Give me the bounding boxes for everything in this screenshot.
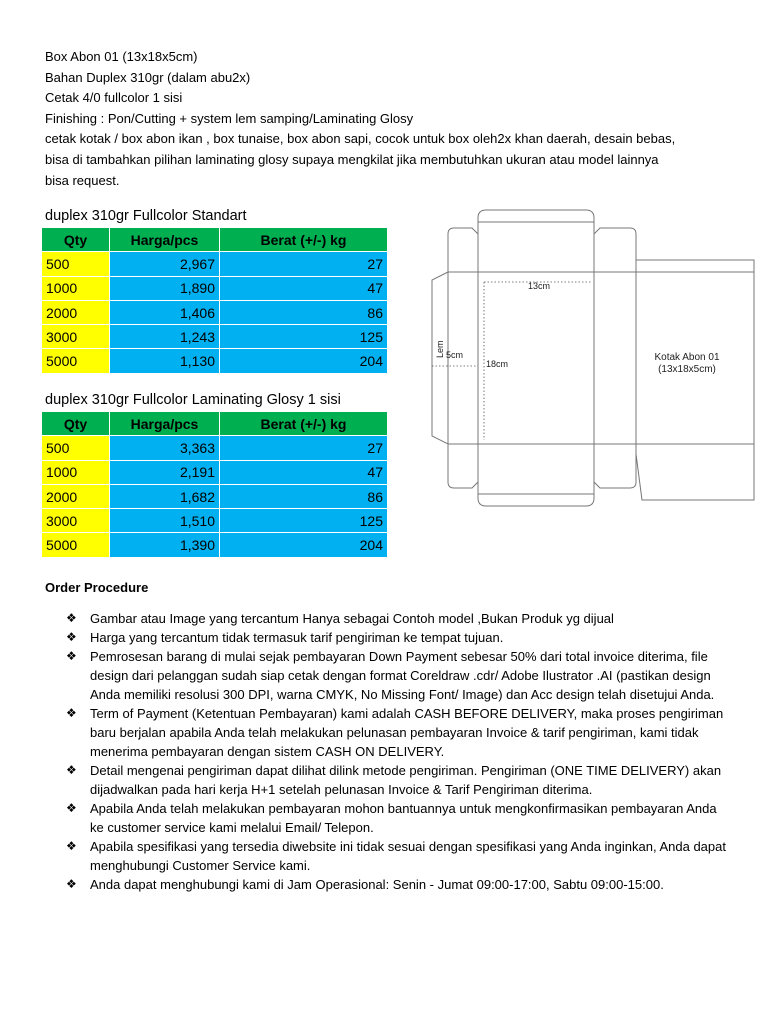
cell-qty: 2000 bbox=[42, 484, 110, 508]
header-qty: Qty bbox=[42, 228, 110, 252]
cell-harga: 1,130 bbox=[110, 349, 220, 373]
table-title-standard: duplex 310gr Fullcolor Standart bbox=[45, 208, 247, 224]
price-table-standard bbox=[41, 227, 388, 374]
cell-harga: 2,967 bbox=[110, 252, 220, 276]
bottom-flap bbox=[478, 444, 594, 506]
cell-berat: 125 bbox=[220, 509, 388, 533]
list-item bbox=[66, 837, 726, 875]
intro-line: Cetak 4/0 fullcolor 1 sisi bbox=[45, 90, 183, 106]
glue-label: Lem bbox=[435, 340, 445, 358]
diamond-bullet-icon: ❖ bbox=[66, 611, 77, 625]
cell-qty: 2000 bbox=[42, 300, 110, 324]
list-item-text: Term of Payment (Ketentuan Pembayaran) kami adalah CASH BEFORE DELIVERY, maka proses pengiriman baru berjalan apabila Anda telah melakukan pelunasan pembayaran Invoice & tarif pengiriman, kami tidak menerima pembayaran dengan sistem CASH ON DELIVERY. bbox=[90, 706, 724, 759]
table-row bbox=[42, 533, 388, 557]
back-top-strip bbox=[636, 260, 754, 272]
width-label: 13cm bbox=[528, 281, 551, 291]
header-harga: Harga/pcs bbox=[110, 412, 220, 436]
table-row bbox=[42, 484, 388, 508]
price-table-laminating bbox=[41, 411, 388, 558]
table-row bbox=[42, 276, 388, 300]
cell-qty: 1000 bbox=[42, 276, 110, 300]
height-label: 18cm bbox=[486, 359, 509, 369]
list-item bbox=[66, 647, 726, 704]
list-item-text: Pemrosesan barang di mulai sejak pembayaran Down Payment sebesar 50% dari total invoice diterima, file design dari pelanggan sudah siap cetak dengan format Coreldraw .cdr/ Adobe Ilustrator .AI (pastikan design Anda memiliki resolusi 300 DPI, warna CMYK, No Missing Font/ Image) dan Acc design telah disetujui Anda. bbox=[90, 649, 715, 702]
diamond-bullet-icon: ❖ bbox=[66, 630, 77, 644]
cell-harga: 1,682 bbox=[110, 484, 220, 508]
cell-berat: 47 bbox=[220, 276, 388, 300]
intro-line: Finishing : Pon/Cutting + system lem samping/Laminating Glosy bbox=[45, 110, 414, 126]
list-item bbox=[66, 761, 726, 799]
diamond-bullet-icon: ❖ bbox=[66, 877, 77, 891]
table-row bbox=[42, 252, 388, 276]
cell-qty: 500 bbox=[42, 436, 110, 460]
cell-qty: 3000 bbox=[42, 509, 110, 533]
diamond-bullet-icon: ❖ bbox=[66, 649, 77, 663]
header-berat: Berat (+/-) kg bbox=[220, 412, 388, 436]
header-qty: Qty bbox=[42, 412, 110, 436]
cell-harga: 2,191 bbox=[110, 460, 220, 484]
list-item-text: Detail mengenai pengiriman dapat dilihat dilink metode pengiriman. Pengiriman (ONE TIME DELIVERY) akan dijadwalkan pada hari kerja H+1 setelah pelunasan Invoice & Tarif Pengiriman diterima. bbox=[90, 763, 722, 797]
depth-label: 5cm bbox=[446, 350, 464, 360]
diamond-bullet-icon: ❖ bbox=[66, 763, 77, 777]
header-berat: Berat (+/-) kg bbox=[220, 228, 388, 252]
order-procedure-title: Order Procedure bbox=[45, 580, 149, 595]
order-procedure-list bbox=[66, 609, 726, 894]
table-row bbox=[42, 325, 388, 349]
cell-qty: 5000 bbox=[42, 533, 110, 557]
list-item bbox=[66, 799, 726, 837]
cell-qty: 500 bbox=[42, 252, 110, 276]
dust-flap-bottom-right bbox=[594, 444, 636, 488]
cell-harga: 1,390 bbox=[110, 533, 220, 557]
box-size-label: (13x18x5cm) bbox=[658, 364, 716, 375]
list-item bbox=[66, 628, 726, 647]
list-item-text: Apabila spesifikasi yang tersedia diwebsite ini tidak sesuai dengan spesifikasi yang Anda inginkan, Anda dapat menghubungi Customer Service kami. bbox=[90, 839, 726, 873]
table-row bbox=[42, 349, 388, 373]
box-name-label: Kotak Abon 01 bbox=[654, 352, 720, 363]
table-row bbox=[42, 436, 388, 460]
cell-harga: 1,406 bbox=[110, 300, 220, 324]
diamond-bullet-icon: ❖ bbox=[66, 801, 77, 815]
cell-harga: 1,510 bbox=[110, 509, 220, 533]
list-item bbox=[66, 875, 726, 894]
cell-harga: 1,243 bbox=[110, 325, 220, 349]
diamond-bullet-icon: ❖ bbox=[66, 706, 77, 720]
intro-line: Box Abon 01 (13x18x5cm) bbox=[45, 49, 198, 64]
intro-line: cetak kotak / box abon ikan , box tunaise, box abon sapi, cocok untuk box oleh2x khan daerah, desain bebas, bbox=[45, 131, 676, 147]
cell-berat: 204 bbox=[220, 533, 388, 557]
cell-berat: 47 bbox=[220, 460, 388, 484]
table-title-laminating: duplex 310gr Fullcolor Laminating Glosy 1 sisi bbox=[45, 392, 341, 408]
product-description bbox=[45, 47, 745, 191]
cell-berat: 204 bbox=[220, 349, 388, 373]
diamond-bullet-icon: ❖ bbox=[66, 839, 77, 853]
table-row bbox=[42, 460, 388, 484]
dust-flap-top-left bbox=[448, 228, 478, 272]
list-item bbox=[66, 704, 726, 761]
front-panel bbox=[478, 272, 594, 444]
cell-berat: 86 bbox=[220, 484, 388, 508]
intro-line: bisa request. bbox=[45, 172, 120, 188]
back-bottom-flap bbox=[636, 444, 754, 500]
dust-flap-top-right bbox=[594, 228, 636, 272]
cell-berat: 86 bbox=[220, 300, 388, 324]
table-row bbox=[42, 509, 388, 533]
table-header-row bbox=[42, 412, 388, 436]
table-header-row bbox=[42, 228, 388, 252]
cell-berat: 125 bbox=[220, 325, 388, 349]
list-item-text: Gambar atau Image yang tercantum Hanya sebagai Contoh model ,Bukan Produk yg dijual bbox=[90, 611, 614, 626]
cell-berat: 27 bbox=[220, 436, 388, 460]
cell-harga: 1,890 bbox=[110, 276, 220, 300]
table-row bbox=[42, 300, 388, 324]
top-flap bbox=[478, 210, 594, 272]
list-item bbox=[66, 609, 726, 628]
dust-flap-bottom-left bbox=[448, 444, 478, 488]
cell-harga: 3,363 bbox=[110, 436, 220, 460]
cell-qty: 1000 bbox=[42, 460, 110, 484]
intro-line: bisa di tambahkan pilihan laminating glosy supaya mengkilat jika membutuhkan ukuran atau model lainnya bbox=[45, 151, 659, 167]
header-harga: Harga/pcs bbox=[110, 228, 220, 252]
list-item-text: Apabila Anda telah melakukan pembayaran mohon bantuannya untuk mengkonfirmasikan pembayaran Anda ke customer service kami melalui Email/ Telepon. bbox=[90, 801, 717, 835]
cell-qty: 5000 bbox=[42, 349, 110, 373]
box-dieline-diagram bbox=[428, 208, 760, 510]
list-item-text: Anda dapat menghubungi kami di Jam Operasional: Senin - Jumat 09:00-17:00, Sabtu 09:00-15:00. bbox=[90, 877, 664, 892]
intro-line: Bahan Duplex 310gr (dalam abu2x) bbox=[45, 69, 251, 85]
cell-qty: 3000 bbox=[42, 325, 110, 349]
cell-berat: 27 bbox=[220, 252, 388, 276]
list-item-text: Harga yang tercantum tidak termasuk tarif pengiriman ke tempat tujuan. bbox=[90, 630, 504, 645]
side-panel-right bbox=[594, 272, 636, 444]
